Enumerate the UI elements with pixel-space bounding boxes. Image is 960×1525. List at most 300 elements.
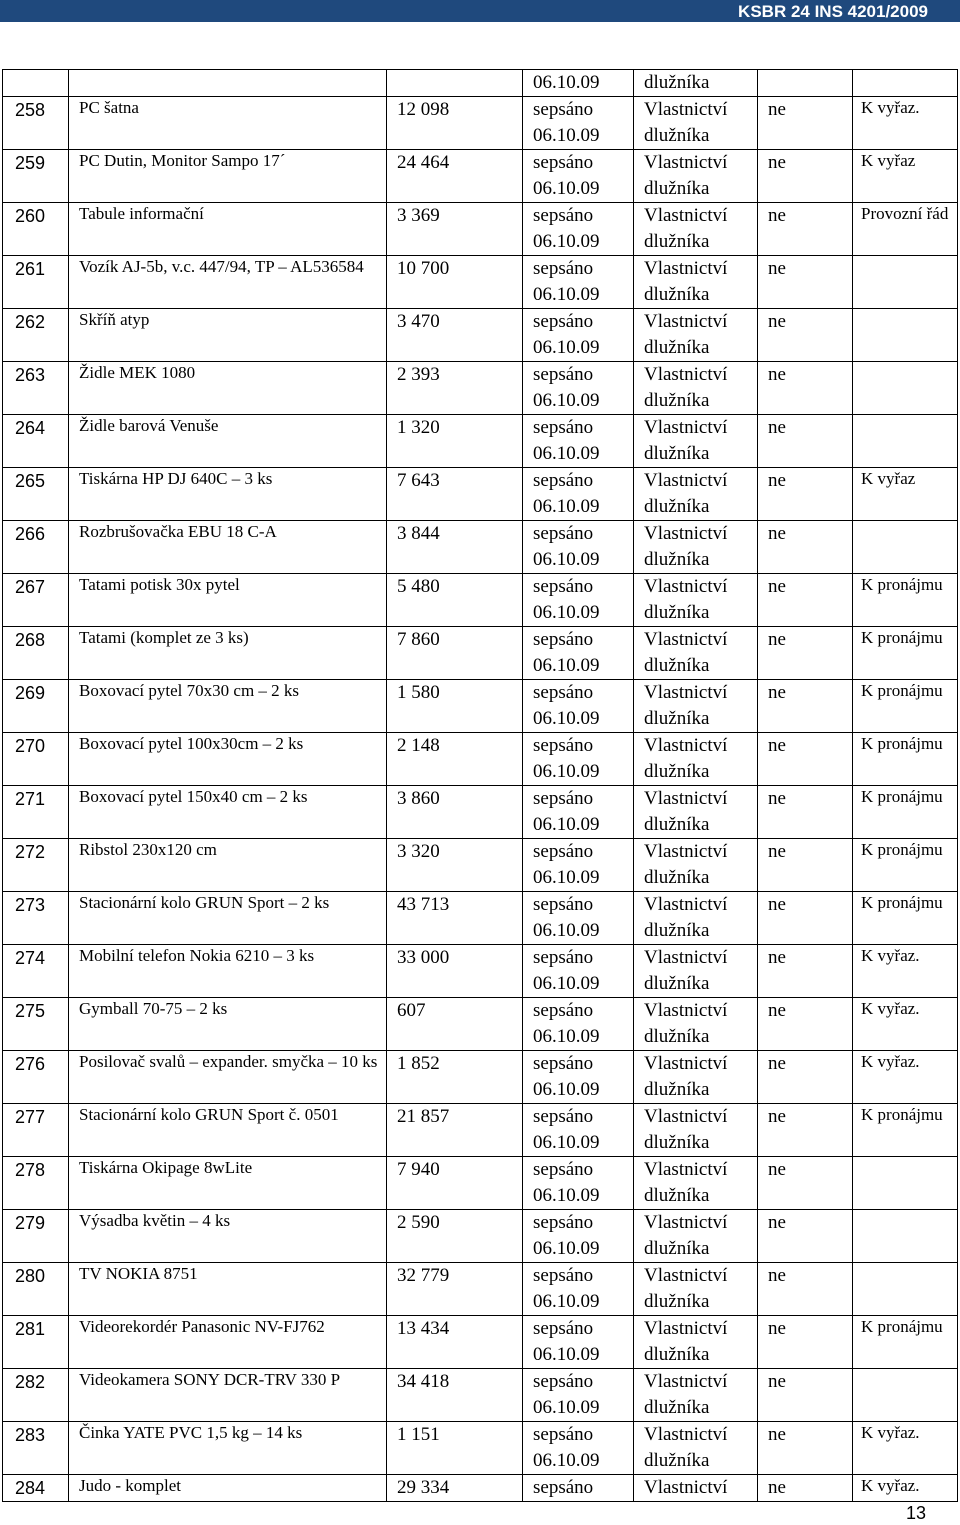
item-name-text: Boxovací pytel 70x30 cm – 2 ks [79,681,300,700]
status-text: sepsáno [533,947,594,968]
cell-item-name [69,97,387,150]
cell-ne: ne [758,998,853,1051]
note-text: K pronájmu [861,893,943,912]
note-text: K pronájmu [861,628,943,647]
cell-note [853,203,958,256]
cell-item-number: 262 [3,309,69,362]
cell-ownership [634,839,758,892]
cell-ownership [634,733,758,786]
cell-item-number: 264 [3,415,69,468]
cell-note [853,733,958,786]
ownership-text: Vlastnictví [644,1371,728,1392]
cell-status [523,786,634,839]
note-text: K vyřaz [861,151,916,170]
cell-note [853,150,958,203]
cell-ne: ne [758,786,853,839]
cell-status [523,415,634,468]
cell-ne: ne [758,1051,853,1104]
cell-status [523,362,634,415]
status-date: 06.10.09 [533,1185,600,1206]
cell-ne: ne [758,1422,853,1475]
cell-status [523,309,634,362]
status-date: 06.10.09 [533,814,600,835]
ownership-owner: dlužníka [644,1026,710,1047]
cell-item-number: 275 [3,998,69,1051]
cell-status [523,1104,634,1157]
table-row [3,574,958,627]
cell-item-number: 268 [3,627,69,680]
cell-ne: ne [758,1104,853,1157]
item-name-text: Výsadba květin – 4 ks [79,1211,231,1230]
cell-item-name [69,1157,387,1210]
cell-price: 2 590 [387,1210,523,1263]
cell-note [853,839,958,892]
cell-status [523,1051,634,1104]
cell-status [523,256,634,309]
ownership-text: Vlastnictví [644,417,728,438]
cell-ownership [634,945,758,998]
status-date: 06.10.09 [533,973,600,994]
table-row [3,415,958,468]
cell-item-name [69,468,387,521]
cell-ownership [634,1157,758,1210]
status-date: 06.10.09 [533,496,600,517]
table-row [3,1157,958,1210]
item-name-text: Skříň atyp [79,310,150,329]
status-text: sepsáno [533,417,594,438]
cell-ne: ne [758,309,853,362]
cell-ownership [634,574,758,627]
cell-price: 7 860 [387,627,523,680]
cell-item-number: 277 [3,1104,69,1157]
ownership-text: Vlastnictví [644,629,728,650]
cell-note [853,1051,958,1104]
status-text: sepsáno [533,523,594,544]
table-row [3,839,958,892]
cell-note [853,680,958,733]
table-row [3,892,958,945]
item-name-text: Tabule informační [79,204,204,223]
cell-ne: ne [758,945,853,998]
status-date: 06.10.09 [533,1397,600,1418]
cell-price: 13 434 [387,1316,523,1369]
cell-status [523,680,634,733]
item-name-text: Videorekordér Panasonic NV-FJ762 [79,1317,325,1336]
status-text: sepsáno [533,629,594,650]
item-name-text: Stacionární kolo GRUN Sport č. 0501 [79,1105,339,1124]
status-text: sepsáno [533,682,594,703]
cell-item-number: 272 [3,839,69,892]
cell-note [853,945,958,998]
cell-note [853,97,958,150]
ownership-text: Vlastnictví [644,1159,728,1180]
note-text: Provozní řád [861,204,949,223]
item-name-text: Videokamera SONY DCR-TRV 330 P [79,1370,341,1389]
status-date: 06.10.09 [533,1450,600,1471]
item-name-text: Činka YATE PVC 1,5 kg – 14 ks [79,1423,303,1442]
item-name-text: Stacionární kolo GRUN Sport – 2 ks [79,893,330,912]
cell-status [523,521,634,574]
cell-status [523,1316,634,1369]
note-text: K vyřaz. [861,1476,920,1495]
table-row [3,1422,958,1475]
status-date: 06.10.09 [533,708,600,729]
cell-note [853,468,958,521]
cell-ownership: Vlastnictví [634,1475,758,1502]
status-text: sepsáno [533,258,594,279]
item-name-text: Judo - komplet [79,1476,181,1495]
item-name-text: Boxovací pytel 150x40 cm – 2 ks [79,787,308,806]
cell-price: 3 369 [387,203,523,256]
status-text: sepsáno [533,576,594,597]
cell-note [853,1369,958,1422]
cell-price: 33 000 [387,945,523,998]
cell-item-name [69,1210,387,1263]
status-text: sepsáno [533,364,594,385]
cell-item-name [69,1369,387,1422]
ownership-text: Vlastnictví [644,311,728,332]
item-name-text: Mobilní telefon Nokia 6210 – 3 ks [79,946,315,965]
cell-item-number: 267 [3,574,69,627]
ownership-owner: dlužníka [644,125,710,146]
status-date: 06.10.09 [533,549,600,570]
note-text: K vyřaz [861,469,916,488]
cell-status [523,1210,634,1263]
cell-status [523,1263,634,1316]
cell-ne: ne [758,256,853,309]
cell-ownership [634,256,758,309]
cell-item-number: 263 [3,362,69,415]
cell-price: 7 940 [387,1157,523,1210]
cell-note [853,1316,958,1369]
cell-item-number: 271 [3,786,69,839]
ownership-text: Vlastnictví [644,1318,728,1339]
ownership-owner: dlužníka [644,602,710,623]
cell-ownership [634,627,758,680]
ownership-owner: dlužníka [644,1291,710,1312]
cell-item-name [69,1104,387,1157]
item-name-text: PC Dutin, Monitor Sampo 17´ [79,151,286,170]
cell-item-number: 269 [3,680,69,733]
table-row [3,998,958,1051]
ownership-text: Vlastnictví [644,788,728,809]
cell-note [853,256,958,309]
cell-item-number: 261 [3,256,69,309]
item-name-text: Židle barová Venuše [79,416,219,435]
table-row [3,1316,958,1369]
cell-ne: ne [758,733,853,786]
note-text: K pronájmu [861,734,943,753]
cell-price: 32 779 [387,1263,523,1316]
ownership-owner: dlužníka [644,496,710,517]
ownership-owner: dlužníka [644,1132,710,1153]
cell-price: 2 148 [387,733,523,786]
cell-ownership [634,415,758,468]
cell-status [523,468,634,521]
cell-ownership [634,1104,758,1157]
note-text: K pronájmu [861,787,943,806]
cell-note [853,521,958,574]
status-date: 06.10.09 [533,443,600,464]
status-date: 06.10.09 [533,1344,600,1365]
table-row [3,203,958,256]
cell-price: 3 320 [387,839,523,892]
cell-item-number: 280 [3,1263,69,1316]
ownership-text: Vlastnictví [644,1106,728,1127]
cell-status [523,839,634,892]
cell-ne: ne [758,362,853,415]
ownership-text: Vlastnictví [644,1265,728,1286]
cell-note [853,1210,958,1263]
table-row [3,521,958,574]
cell-ownership [634,892,758,945]
table-row [3,1051,958,1104]
status-date: 06.10.09 [533,602,600,623]
cell-ne: ne [758,1316,853,1369]
cell-ne: ne [758,1475,853,1502]
ownership-owner: dlužníka [644,178,710,199]
cell-item-name [69,839,387,892]
note-text: K pronájmu [861,575,943,594]
cell-item-name [69,945,387,998]
cell-ownership [634,97,758,150]
ownership-text: Vlastnictví [644,1053,728,1074]
cell-ownership [634,362,758,415]
inventory-table [2,69,958,1502]
note-text: K pronájmu [861,1317,943,1336]
status-text: sepsáno [533,311,594,332]
ownership-owner: dlužníka [644,390,710,411]
status-text: sepsáno [533,152,594,173]
cell-price: 1 320 [387,415,523,468]
cell-date: 06.10.09 [523,70,634,97]
ownership-owner: dlužníka [644,973,710,994]
cell-ne: ne [758,1157,853,1210]
ownership-text: Vlastnictví [644,523,728,544]
status-text: sepsáno [533,99,594,120]
cell-item-number: 266 [3,521,69,574]
ownership-owner: dlužníka [644,920,710,941]
status-date: 06.10.09 [533,390,600,411]
ownership-text: Vlastnictví [644,576,728,597]
ownership-text: Vlastnictví [644,894,728,915]
item-name-text: PC šatna [79,98,139,117]
cell-price: 3 860 [387,786,523,839]
ownership-owner: dlužníka [644,231,710,252]
status-date: 06.10.09 [533,1238,600,1259]
cell-item-name [69,1475,387,1502]
cell-note [853,1157,958,1210]
status-date: 06.10.09 [533,125,600,146]
cell-ne: ne [758,1263,853,1316]
note-text: K vyřaz. [861,1423,920,1442]
status-date: 06.10.09 [533,761,600,782]
table-row [3,945,958,998]
ownership-text: Vlastnictví [644,205,728,226]
cell-price: 24 464 [387,150,523,203]
status-date: 06.10.09 [533,867,600,888]
ownership-text: Vlastnictví [644,99,728,120]
cell-ownership [634,998,758,1051]
cell-ownership [634,786,758,839]
ownership-text: Vlastnictví [644,682,728,703]
cell-ownership [634,1263,758,1316]
cell-ne: ne [758,203,853,256]
cell-item-name [69,627,387,680]
status-text: sepsáno [533,1265,594,1286]
note-text: K vyřaz. [861,946,920,965]
cell-item-name [69,203,387,256]
cell-price: 43 713 [387,892,523,945]
note-text: K vyřaz. [861,1052,920,1071]
ownership-owner: dlužníka [644,655,710,676]
status-text: sepsáno [533,1371,594,1392]
table-row-continued [3,70,958,97]
cell-item-number: 282 [3,1369,69,1422]
case-number: KSBR 24 INS 4201/2009 [738,2,928,21]
cell-price: 10 700 [387,256,523,309]
status-text: sepsáno [533,1106,594,1127]
status-date: 06.10.09 [533,231,600,252]
note-text: K pronájmu [861,840,943,859]
table-row [3,1263,958,1316]
status-date: 06.10.09 [533,284,600,305]
table-row [3,468,958,521]
cell-item-name [69,786,387,839]
ownership-text: Vlastnictví [644,735,728,756]
ownership-owner: dlužníka [644,814,710,835]
cell-price: 5 480 [387,574,523,627]
cell-price: 3 470 [387,309,523,362]
status-text: sepsáno [533,735,594,756]
ownership-owner: dlužníka [644,1397,710,1418]
cell-ownership [634,521,758,574]
cell-item-name [69,680,387,733]
cell-ne: ne [758,680,853,733]
ownership-owner: dlužníka [644,761,710,782]
table-row [3,97,958,150]
cell-item-number: 276 [3,1051,69,1104]
cell-ne: ne [758,574,853,627]
table-row [3,1369,958,1422]
ownership-text: Vlastnictví [644,258,728,279]
item-name-text: Rozbrušovačka EBU 18 C-A [79,522,277,541]
cell-status [523,627,634,680]
status-date: 06.10.09 [533,1026,600,1047]
cell-item-name [69,415,387,468]
ownership-text: Vlastnictví [644,841,728,862]
table-row [3,1210,958,1263]
cell-status [523,1422,634,1475]
cell-item-number: 258 [3,97,69,150]
status-text: sepsáno [533,1212,594,1233]
cell-item-number: 283 [3,1422,69,1475]
cell-note [853,1104,958,1157]
status-text: sepsáno [533,470,594,491]
cell-note [853,362,958,415]
page-number: 13 [906,1503,927,1523]
note-text: K pronájmu [861,681,943,700]
cell-status [523,97,634,150]
cell-item-name [69,574,387,627]
status-date: 06.10.09 [533,1291,600,1312]
item-name-text: Ribstol 230x120 cm [79,840,217,859]
ownership-owner: dlužníka [644,708,710,729]
cell-ne: ne [758,415,853,468]
ownership-owner: dlužníka [644,337,710,358]
cell-price: 12 098 [387,97,523,150]
cell-ownership [634,1369,758,1422]
cell-status [523,892,634,945]
cell-status [523,1157,634,1210]
cell-item-number: 260 [3,203,69,256]
cell-ne: ne [758,839,853,892]
status-text: sepsáno [533,788,594,809]
ownership-owner: dlužníka [644,549,710,570]
cell-note [853,1422,958,1475]
ownership-text: Vlastnictví [644,364,728,385]
cell-item-name [69,362,387,415]
table-row [3,256,958,309]
cell-note [853,998,958,1051]
cell-ownership [634,1210,758,1263]
table-row [3,627,958,680]
cell-price: 21 857 [387,1104,523,1157]
cell-note [853,786,958,839]
cell-item-name [69,998,387,1051]
table-row [3,309,958,362]
ownership-text: Vlastnictví [644,947,728,968]
cell-status [523,1369,634,1422]
item-name-text: TV NOKIA 8751 [79,1264,198,1283]
cell-ownership [634,468,758,521]
cell-note [853,1263,958,1316]
cell-item-number: 265 [3,468,69,521]
cell-owner: dlužníka [634,70,758,97]
cell-item-number: 270 [3,733,69,786]
cell-note [853,892,958,945]
table-row [3,150,958,203]
status-date: 06.10.09 [533,337,600,358]
cell-item-name [69,892,387,945]
cell-item-name [69,150,387,203]
status-date: 06.10.09 [533,1132,600,1153]
cell-status [523,998,634,1051]
table-row [3,1104,958,1157]
cell-status [523,733,634,786]
cell-item-name [69,733,387,786]
cell-item-name [69,1316,387,1369]
cell-item-number: 278 [3,1157,69,1210]
cell-ownership [634,150,758,203]
cell-ownership [634,680,758,733]
ownership-owner: dlužníka [644,443,710,464]
cell-ownership [634,203,758,256]
table-row [3,680,958,733]
cell-item-number: 259 [3,150,69,203]
status-text: sepsáno [533,1053,594,1074]
table-row-last [3,1475,958,1502]
status-date: 06.10.09 [533,1079,600,1100]
status-text: sepsáno [533,894,594,915]
ownership-owner: dlužníka [644,867,710,888]
cell-ne: ne [758,150,853,203]
status-date: 06.10.09 [533,178,600,199]
ownership-text: Vlastnictví [644,470,728,491]
note-text: K vyřaz. [861,999,920,1018]
ownership-owner: dlužníka [644,1344,710,1365]
ownership-text: Vlastnictví [644,1212,728,1233]
